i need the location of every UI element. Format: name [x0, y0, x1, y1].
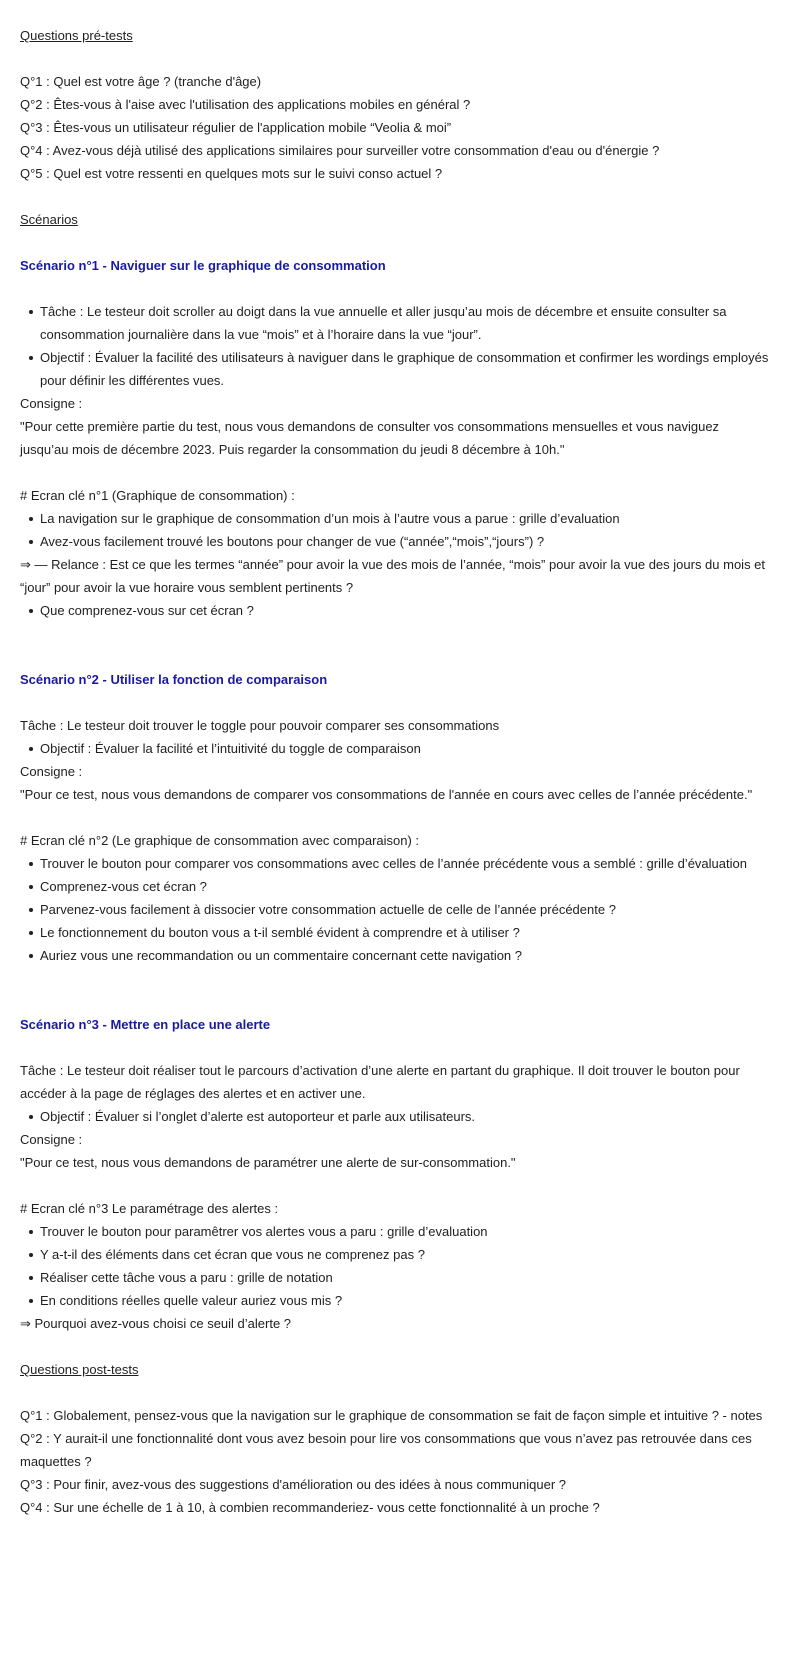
pre-tests-heading: Questions pré-tests — [20, 28, 133, 43]
list-item: Avez-vous facilement trouvé les boutons pour changer de vue (“année”,“mois”,“jours”) ? — [40, 530, 771, 553]
consigne-label: Consigne : — [20, 396, 83, 411]
scenario-3-objective-list — [20, 1105, 771, 1128]
list-item: Y a-t-il des éléments dans cet écran que vous ne comprenez pas ? — [40, 1243, 771, 1266]
list-item: Objectif : Évaluer si l’onglet d’alerte est autoporteur et parle aux utilisateurs. — [40, 1105, 771, 1128]
post-test-question: Q°1 : Globalement, pensez-vous que la navigation sur le graphique de consommation se fait de façon simple et intuitive ? - notes — [20, 1408, 763, 1423]
key-screen-3-list — [20, 1220, 771, 1312]
pre-test-question: Q°3 : Êtes-vous un utilisateur régulier de l'application mobile “Veolia & moi” — [20, 120, 452, 135]
post-test-question: Q°2 : Y aurait-il une fonctionnalité dont vous avez besoin pour lire vos consommations que vous n’avez pas retrouvée dans ces maquettes ? — [20, 1431, 752, 1469]
list-item: Trouver le bouton pour comparer vos consommations avec celles de l’année précédente vous a semblé : grille d’évaluation — [40, 852, 771, 875]
consigne-label: Consigne : — [20, 1132, 83, 1147]
consigne-text: "Pour ce test, nous vous demandons de comparer vos consommations de l'année en cours avec celles de l’année précédente." — [20, 787, 753, 802]
list-item: Parvenez-vous facilement à dissocier votre consommation actuelle de celle de l’année précédente ? — [40, 898, 771, 921]
list-item: Le fonctionnement du bouton vous a t-il semblé évident à comprendre et à utiliser ? — [40, 921, 771, 944]
post-test-question: Q°3 : Pour finir, avez-vous des suggestions d'amélioration ou des idées à nous communiquer ? — [20, 1477, 567, 1492]
relance-text: ⇒ Pourquoi avez-vous choisi ce seuil d’alerte ? — [20, 1316, 292, 1331]
scenarios-heading: Scénarios — [20, 212, 78, 227]
post-test-question: Q°4 : Sur une échelle de 1 à 10, à combien recommanderiez- vous cette fonctionnalité à un proche ? — [20, 1500, 600, 1515]
scenario-1-title: Scénario n°1 - Naviguer sur le graphique de consommation — [20, 258, 386, 273]
list-item: Trouver le bouton pour paramêtrer vos alertes vous a paru : grille d’evaluation — [40, 1220, 771, 1243]
list-item: Que comprenez-vous sur cet écran ? — [40, 599, 771, 622]
scenario-1-task-list — [20, 300, 771, 392]
key-screen-2-list — [20, 852, 771, 967]
key-screen-title: # Ecran clé n°1 (Graphique de consommation) : — [20, 488, 295, 503]
list-item: Réaliser cette tâche vous a paru : grille de notation — [40, 1266, 771, 1289]
list-item: Objectif : Évaluer la facilité et l’intuitivité du toggle de comparaison — [40, 737, 771, 760]
scenario-2-title: Scénario n°2 - Utiliser la fonction de comparaison — [20, 672, 328, 687]
scenario-3-title: Scénario n°3 - Mettre en place une alerte — [20, 1017, 271, 1032]
list-item: La navigation sur le graphique de consommation d’un mois à l’autre vous a parue : grille d’evaluation — [40, 507, 771, 530]
consigne-text: "Pour cette première partie du test, nous vous demandons de consulter vos consommations mensuelles et vous naviguez jusqu’au mois de décembre 2023. Puis regarder la consommation du jeudi 8 décembre à 10h." — [20, 419, 720, 457]
list-item: Auriez vous une recommandation ou un commentaire concernant cette navigation ? — [40, 944, 771, 967]
scenario-2-objective-list — [20, 737, 771, 760]
list-item: Tâche : Le testeur doit scroller au doigt dans la vue annuelle et aller jusqu’au mois de décembre et ensuite consulter sa consommation journalière dans la vue “mois” et à l’horaire dans la vue “jour”. — [40, 300, 771, 346]
task-text: Tâche : Le testeur doit trouver le toggle pour pouvoir comparer ses consommations — [20, 718, 500, 733]
pre-test-question: Q°2 : Êtes-vous à l'aise avec l'utilisation des applications mobiles en général ? — [20, 97, 471, 112]
key-screen-title: # Ecran clé n°3 Le paramétrage des alertes : — [20, 1201, 279, 1216]
task-text: Tâche : Le testeur doit réaliser tout le parcours d’activation d’une alerte en partant du graphique. Il doit trouver le bouton pour accéder à la page de réglages des alertes et en activer une. — [20, 1063, 740, 1101]
list-item: Comprenez-vous cet écran ? — [40, 875, 771, 898]
key-screen-1-extra-list — [20, 599, 771, 622]
relance-text: ⇒ — Relance : Est ce que les termes “année” pour avoir la vue des mois de l’année, “mois” pour avoir la vue des jours du mois et “jour” pour avoir la vue horaire vous semblent pertinents ? — [20, 557, 766, 595]
pre-test-question: Q°5 : Quel est votre ressenti en quelques mots sur le suivi conso actuel ? — [20, 166, 443, 181]
consigne-label: Consigne : — [20, 764, 83, 779]
list-item: En conditions réelles quelle valeur auriez vous mis ? — [40, 1289, 771, 1312]
list-item: Objectif : Évaluer la facilité des utilisateurs à naviguer dans le graphique de consommation et confirmer les wordings employés pour définir les différentes vues. — [40, 346, 771, 392]
post-tests-heading: Questions post-tests — [20, 1362, 139, 1377]
pre-test-question: Q°4 : Avez-vous déjà utilisé des applications similaires pour surveiller votre consommation d'eau ou d'énergie ? — [20, 143, 660, 158]
key-screen-title: # Ecran clé n°2 (Le graphique de consommation avec comparaison) : — [20, 833, 420, 848]
consigne-text: "Pour ce test, nous vous demandons de paramétrer une alerte de sur-consommation." — [20, 1155, 516, 1170]
pre-test-question: Q°1 : Quel est votre âge ? (tranche d'âge) — [20, 74, 262, 89]
key-screen-1-list — [20, 507, 771, 553]
